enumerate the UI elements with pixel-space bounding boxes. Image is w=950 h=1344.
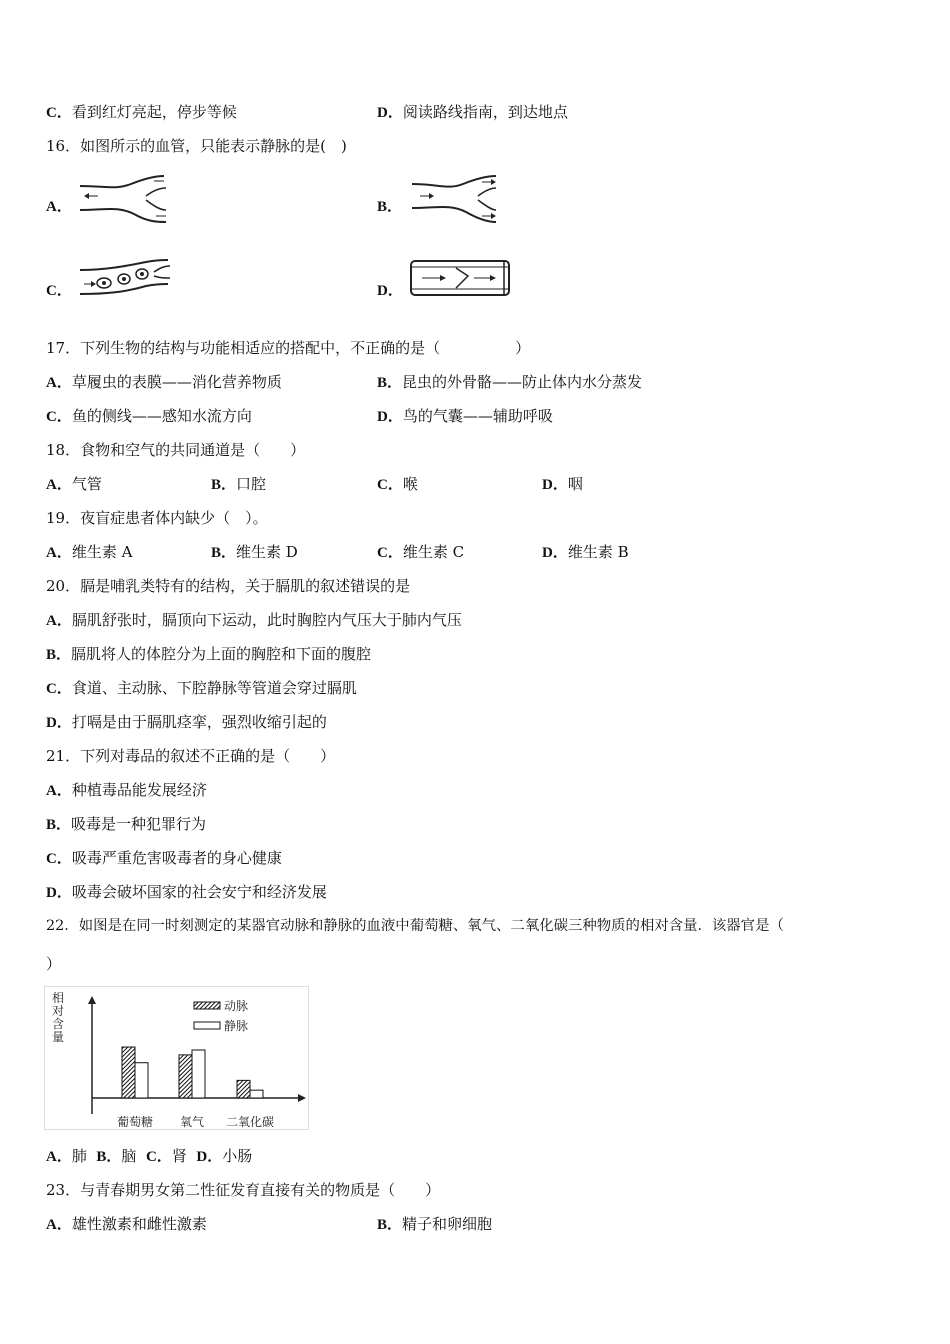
q20-stem: 20．膈是哺乳类特有的结构，关于膈肌的叙述错误的是 [46, 577, 411, 595]
q20-option-a: A．膈肌舒张时，膈顶向下运动，此时胸腔内气压大于肺内气压 [46, 611, 462, 629]
q22-option-a: A．肺 [46, 1147, 87, 1165]
bar-2-1 [250, 1090, 263, 1098]
q22-option-c: C．肾 [145, 1147, 187, 1165]
q19-stem: 19．夜盲症患者体内缺少（ ）。 [46, 509, 268, 527]
q22-stem-end: ） [46, 955, 62, 973]
q20-option-d: D．打嗝是由于膈肌痉挛，强烈收缩引起的 [46, 713, 327, 731]
q17-option-c: C．鱼的侧线——感知水流方向 [46, 407, 252, 425]
x-tick-label: 氧气 [179, 1115, 205, 1129]
q21-option-d: D．吸毒会破坏国家的社会安宁和经济发展 [46, 883, 327, 901]
q16-option-b: B． [377, 199, 403, 215]
q22-stem: 22．如图是在同一时刻测定的某器官动脉和静脉的血液中葡萄糖、氧气、二氧化碳三种物质的相对含量．该器官是（ [46, 918, 784, 934]
q18-option-b: B．口腔 [211, 475, 267, 493]
q21-option-c: C．吸毒严重危害吸毒者的身心健康 [46, 849, 282, 867]
q17-option-d: D．鸟的气囊——辅助呼吸 [377, 407, 553, 425]
q21-option-b: B．吸毒是一种犯罪行为 [46, 815, 207, 833]
legend-label: 静脉 [224, 1019, 249, 1033]
chart-ylabel: 相对含量 [52, 991, 65, 1044]
q16-option-c: C． [46, 283, 72, 299]
q17-option-a: A．草履虫的表膜——消化营养物质 [46, 373, 282, 391]
legend-label: 动脉 [224, 999, 249, 1013]
bar-2-0 [237, 1080, 250, 1098]
chart-xticks [117, 1114, 274, 1129]
q23-stem: 23．与青春期男女第二性征发育直接有关的物质是（ ） [46, 1181, 441, 1199]
option-d-prev: D．阅读路线指南，到达地点 [377, 103, 568, 121]
q22-options [46, 1146, 252, 1167]
q20-option-b: B．膈肌将人的体腔分为上面的胸腔和下面的腹腔 [46, 645, 372, 663]
bar-0-0 [122, 1047, 135, 1098]
x-tick-label: 葡萄糖 [116, 1115, 154, 1129]
q21-stem: 21．下列对毒品的叙述不正确的是（ ） [46, 747, 336, 765]
q17-option-b: B．昆虫的外骨骼——防止体内水分蒸发 [377, 373, 643, 391]
q20-option-c: C．食道、主动脉、下腔静脉等管道会穿过膈肌 [46, 679, 357, 697]
bar-1-0 [179, 1055, 192, 1098]
q21-option-a: A．种植毒品能发展经济 [46, 781, 207, 799]
q19-option-d: D．维生素 B [542, 543, 629, 561]
vessel-b-image [408, 172, 500, 226]
q18-option-d: D．咽 [542, 475, 583, 493]
q22-option-b: B．脑 [96, 1147, 137, 1165]
legend-swatch [194, 1002, 220, 1009]
x-tick-label: 二氧化碳 [225, 1115, 275, 1129]
q16-stem: 16．如图所示的血管，只能表示静脉的是( ) [46, 137, 347, 155]
q19-option-b: B．维生素 D [211, 543, 298, 561]
vessel-d-image [408, 258, 514, 298]
q17-stem: 17．下列生物的结构与功能相适应的搭配中，不正确的是（ ） [46, 339, 531, 357]
q18-stem: 18．食物和空气的共同通道是（ ） [46, 441, 306, 459]
bar-1-1 [192, 1050, 205, 1098]
vessel-a-image [76, 172, 170, 226]
legend-swatch [194, 1022, 220, 1029]
q23-option-b: B．精子和卵细胞 [377, 1215, 493, 1233]
q16-option-d: D． [377, 283, 403, 299]
bar-0-1 [135, 1063, 148, 1098]
q18-option-c: C．喉 [377, 475, 418, 493]
q16-option-a: A． [46, 199, 72, 215]
q19-option-a: A．维生素 A [46, 543, 133, 561]
option-c-prev: C．看到红灯亮起，停步等候 [46, 103, 237, 121]
q22-option-d: D．小肠 [196, 1147, 253, 1165]
q19-option-c: C．维生素 C [377, 543, 465, 561]
q18-option-a: A．气管 [46, 475, 102, 493]
chart-frame [45, 987, 309, 1130]
q22-bar-chart [44, 986, 310, 1132]
vessel-c-image [76, 256, 174, 300]
q23-option-a: A．雄性激素和雌性激素 [46, 1215, 207, 1233]
